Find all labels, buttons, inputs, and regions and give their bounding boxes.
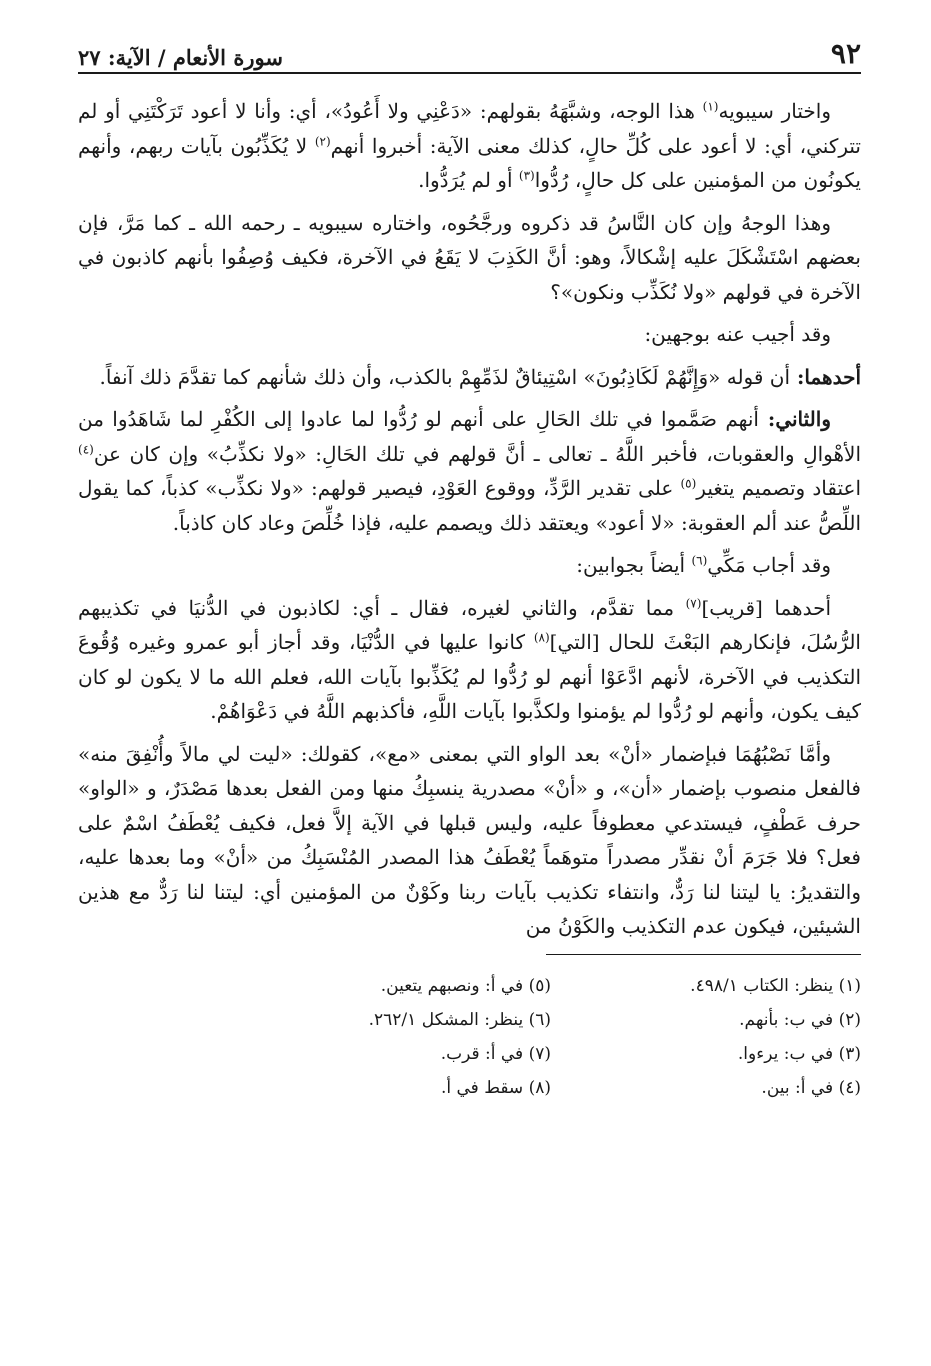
text-run: وهذا الوجهُ وإن كان النَّاسُ قد ذكروه ورجَّحُوه، واختاره سيبويه ـ رحمه الله ـ كما مَرَّ، فإن بعضهم اسْتَشْكَلَ عليه إشْكالاً، وهو: أنَّ الكَذِبَ لا يَقَعُ في الآخرة، فكيف وُصِفُوا بأنهم كاذبون في الآخرة في قولهم «ولا نُكَذِّب ونكون»؟ [78, 210, 862, 304]
main-text [78, 94, 861, 944]
footnote-marker: (٧) [685, 595, 702, 610]
footnote-7: (٧) في أ: قرب. [440, 1043, 551, 1064]
text-run: كانوا عليها في الدُّنْيَا، وقد أجاز أبو عمرو وغيره وُقُوعَ التكذيب في الآخرة، لأنهم ادَّعَوْا أنهم لو رُدُّوا لم يُكَذِّبوا بآيات الله، فعلم الله ما لا يكون لو كان كيف يكون، وأنهم لو رُدُّوا لم يؤمنوا ولكذَّبوا بآيات اللَّهِ، فأكذبهم اللَّهُ في دَعْوَاهُمْ. [78, 630, 861, 723]
text-run: واختار سيبويه [718, 99, 831, 123]
text-run: على تقدير الرَّدِّ، ووقوع العَوْدِ، فيصير قولهم: «ولا نكذِّب» كذباً، كما يقول اللِّصُّ عند ألم العقوبة: «لا أعود» ويعتقد ذلك ويصمم عليه، فإذا خُلِّصَ وعاد كان كاذباً. [78, 476, 861, 535]
footnote-3: (٣) في ب: يرءوا. [737, 1043, 861, 1064]
paragraph [78, 206, 861, 310]
text-run: هذا الوجه، وشبَّهَهُ بقولهم: «دَعْنِي ولا أَعُودُ»، أي: وأنا لا أعود تَرَكْتَنِي أو لم تتركني، أي: لا أعود على كُلِّ حالٍ، كذلك معنى الآية: أخبروا أنهم [78, 99, 861, 158]
footnote-marker: (٢) [314, 133, 331, 148]
paragraph [78, 548, 861, 583]
running-title: سورة الأنعام / الآية: ٢٧ [78, 47, 293, 68]
footnote-marker: (١) [702, 99, 719, 114]
footnote-2: (٢) في ب: بأنهم. [739, 1009, 861, 1030]
footnote-marker: (٨) [533, 630, 550, 645]
footnote-marker: (٦) [691, 553, 708, 568]
footnote-divider [546, 954, 861, 955]
text-run: أنهم صَمَّموا في تلك الحَالِ على أنهم لو رُدُّوا لما عادوا إلى الكُفْرِ لما شَاهَدُوا من الأهْوالِ والعقوبات، فأخبر اللَّهُ ـ تعالى ـ أنَّ قولهم في تلك الحَالِ: «ولا نكذِّبُ» وإن كان عن [78, 407, 861, 466]
text-run: وقد أجاب مَكِّي [707, 553, 831, 577]
text-run: أن قوله «وَإِنَّهُمْ لَكَاذِبُونَ» اسْتِيئاقٌ لذَمِّهِمْ بالكذب، وأن ذلك شأنهم كما تقدَّمَ ذلك آنفاً. [99, 364, 791, 389]
bold-lead: والثاني: [759, 407, 831, 431]
text-run: وأمَّا نَصْبُهُمَا فبإضمار «أنْ» بعد الواو التي بمعنى «مع»، كقولك: «ليت لي مالاً وأُنْفِقَ منه» فالفعل منصوب بإضمار «أن»، و «أنْ» مصدرية ينسبِكُ منها ومن الفعل بعدها مَصْدَرٌ، و «الواو» حرف عَطْفٍ، فيستدعي معطوفاً عليه، وليس قبلها في الآية إلاَّ فعل، فكيف يُعْطَفُ اسْمٌ على فعل؟ فلا جَرَمَ أنْ نقدِّر مصدراً متوهَماً يُعْطَفُ هذا المصدر المُنْسَبِكُ من «أنْ» وما بعدها عليه، والتقديرُ: يا ليتنا لنا رَدٌّ، وانتفاء تكذيب بآيات ربنا وكَوْنٌ من المؤمنين أي: ليتنا لنا رَدٌّ مع هذين الشيئين، فيكون عدم التكذيب والكَوْنُ من [78, 741, 861, 938]
footnote-5: (٥) في أ: ونصبهم يتعين. [380, 975, 551, 996]
footnotes-right-column [551, 969, 861, 1105]
paragraph [78, 360, 861, 395]
bold-lead: أحدهما: [790, 364, 861, 389]
text-run: وقد أجيب عنه بوجهين: [644, 322, 831, 346]
footnote-marker: (٥) [680, 476, 697, 491]
paragraph [78, 737, 861, 944]
text-run: أو لم يُرَدُّوا. [418, 168, 519, 192]
book-page [78, 24, 861, 1344]
footnote-marker: (٣) [518, 168, 535, 183]
text-run: أيضاً بجوابين: [576, 553, 692, 577]
footnote-8: (٨) سقط في أ. [440, 1077, 551, 1098]
footnote-6: (٦) ينظر: المشكل ٢٦٢/١. [368, 1009, 551, 1030]
text-run: مما تقدَّم، والثاني لغيره، فقال ـ أي: لكاذبون في الدُّنيَا في تكذيبهم الرُّسُلَ، فإنكارهم البَعْثَ للحال [التي] [78, 595, 861, 654]
paragraph [78, 402, 861, 540]
paragraph [78, 591, 861, 729]
footnote-4: (٤) في أ: بين. [761, 1077, 861, 1098]
paragraph [78, 94, 861, 198]
footnotes-left-column [241, 969, 551, 1105]
footnotes [78, 969, 861, 1105]
paragraph [78, 317, 861, 352]
page-header [78, 24, 861, 74]
text-run: اعتقاد وتصميم يتغير [696, 476, 861, 500]
footnote-marker: (٤) [78, 441, 94, 456]
text-run: أحدهما [قريب] [701, 595, 831, 620]
page-number: ٩٢ [830, 37, 861, 70]
footnote-1: (١) ينظر: الكتاب ٤٩٨/١. [690, 975, 861, 996]
text-run: لا يُكَذِّبُون بآيات ربهم، وأنهم يكونُون من المؤمنين على كل حالٍ، رُدُّوا [78, 133, 861, 192]
